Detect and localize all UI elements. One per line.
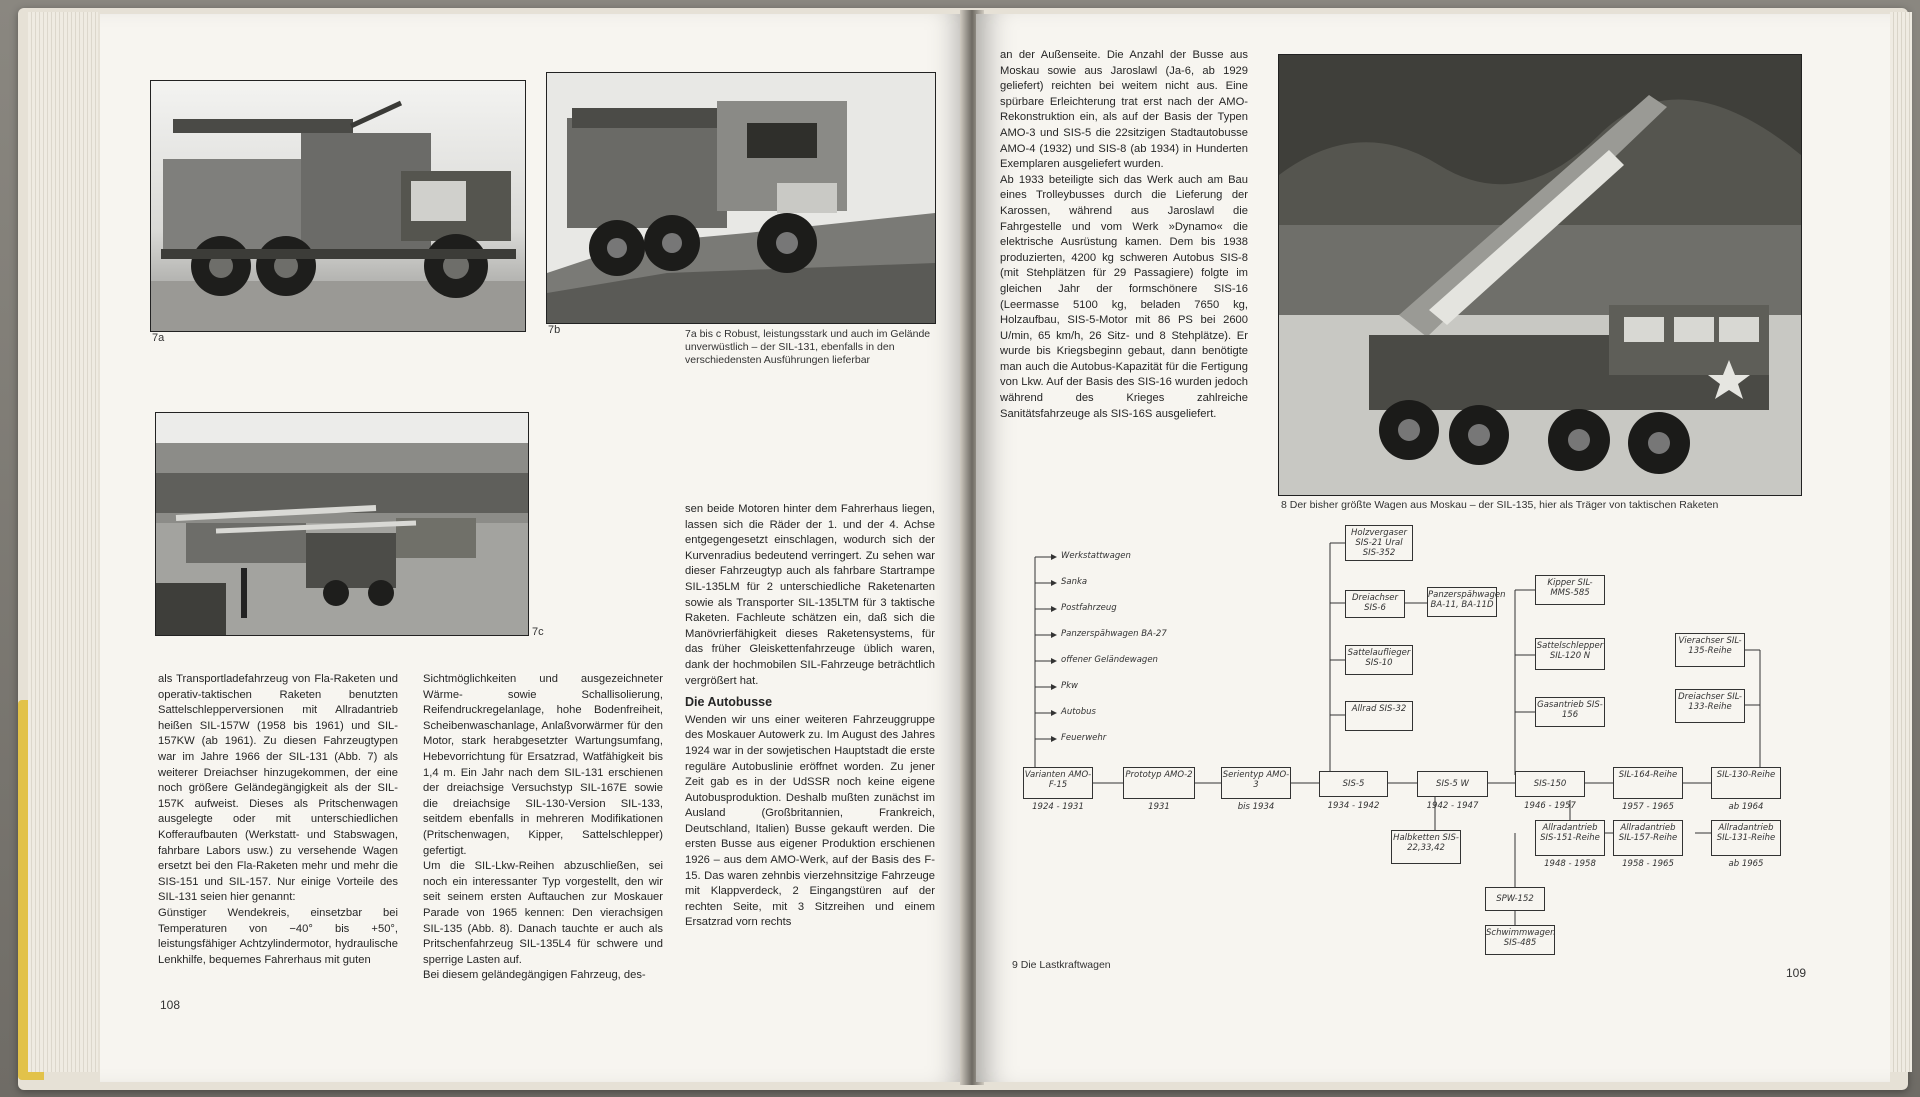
paragraph: Sichtmöglichkeiten und ausgezeichneter Wärme- sowie Schallisolierung, Reifendruckregelanlage, hohe Bodenfreiheit, Scheibenwaschanlage, Anlaßvorwärmer für den Motor, stark herabgesetzter Wartungsumfang, Hebevorrichtung für Ersatzrad, Watfähigkeit bis 1,4 m. Ein Jahr nach dem SIL-131 erschienen der dreiachsige Versuchstyp SIL-167E sowie die dreiachsige SIL-130-Version SIL-133, seitdem ebenfalls in mehreren Modifikationen (Pritschenwagen, Kipper, Sattelschlepper) gefertigt. bbox=[423, 673, 663, 857]
box-kipper: Kipper SIL-MMS-585 bbox=[1535, 575, 1605, 605]
left-page bbox=[100, 14, 968, 1082]
paragraph: Bei diesem geländegängigen Fahrzeug, des- bbox=[423, 969, 646, 982]
box-sil-164: SIL-164-Reihe bbox=[1613, 767, 1683, 799]
box-sil-130: SIL-130-Reihe bbox=[1711, 767, 1781, 799]
box-vierachser-sil135: Vierachser SIL-135-Reihe bbox=[1675, 633, 1745, 667]
caption-7: 7a bis c Robust, leistungsstark und auch im Gelände unverwüstlich – der SIL-131, ebenfalls in den verschiedensten Ausführungen lieferbar bbox=[685, 328, 931, 366]
paragraph: Ab 1933 beteiligte sich das Werk auch am Bau eines Trolleybusses durch die Lieferung der Karossen, während aus Jaroslawl die Fahrgestelle und vom Werk »Dynamo« die elektrische Ausrüstung kamen. Dem bis 1938 produzierten, 4200 kg schweren Autobus SIS-8 (mit Stehplätzen für 29 Passagiere) folgte im gleichen Jahr der formschönere SIS-16 (Leermasse 5100 kg, beladen 7650 kg, Holzaufbau, SIS-5-Motor mit 86 PS bei 2600 U/min, 65 km/h, 26 Sitz- und 8 Stehplätze). Er wurde bis Kriegsbeginn gebaut, dann benötigte man auch die Autobus-Kapazität für die Fertigung von Lkw. Auf der Basis des SIS-16 wurden jedoch während des Krieges zahlreiche Sanitätsfahrzeuge als SIS-16S ausgeliefert. bbox=[1000, 173, 1248, 420]
year-amo-f15: 1924 - 1931 bbox=[1032, 802, 1084, 812]
photo-7c-parade bbox=[155, 412, 529, 636]
list-autobus: Autobus bbox=[1061, 707, 1096, 717]
page-edges-right bbox=[1890, 12, 1912, 1072]
year-allrad-sis151: 1948 - 1958 bbox=[1544, 859, 1596, 869]
caption-8: 8 Der bisher größte Wagen aus Moskau – der SIL-135, hier als Träger von taktischen Raketen bbox=[1281, 499, 1719, 511]
box-dreiachser-sil133: Dreiachser SIL-133-Reihe bbox=[1675, 689, 1745, 723]
right-column bbox=[1000, 48, 1248, 422]
page-number-right: 109 bbox=[1786, 966, 1807, 980]
box-holzvergaser: Holzvergaser SIS-21 Ural SIS-352 bbox=[1345, 525, 1413, 561]
year-sis-5w: 1942 - 1947 bbox=[1426, 801, 1479, 811]
left-column-3 bbox=[685, 502, 935, 931]
box-sattelschlepper: Sattelschlepper SIL-120 N bbox=[1535, 638, 1605, 670]
photo-label-7b: 7b bbox=[548, 324, 561, 336]
list-postfahrzeug: Postfahrzeug bbox=[1061, 603, 1117, 613]
box-gasantrieb: Gasantrieb SIS-156 bbox=[1535, 697, 1605, 727]
paragraph: sen beide Motoren hinter dem Fahrerhaus liegen, lassen sich die Räder der 1. und der 4. Achse entgegengesetzt einschlagen, wodurch sich der Kurvenradius bedeutend verringert. Zu sehen war dieser Fahrzeugtyp auch als fahrbare Startrampe SIL-135LM für 2 unterschiedliche Raketenarten sowie als Transporter SIL-135LTM für 3 taktische Raketen. Fachleute schätzen ein, daß sich die Manövrierfähigkeit dieses Raketensystems, für das früher Gleiskettenfahrzeuge üblich waren, dank der hochmobilen SIL-Fahrzeuge beträchtlich vergrößert hat. bbox=[685, 503, 935, 687]
diagram-connectors bbox=[1015, 515, 1815, 965]
paragraph: als Transportladefahrzeug von Fla-Raketen und operativ-taktischen Raketen benutzten Sattelschlepperversionen mit Allradantrieb heißen SIL-157W (1958 bis 1961) und SIL-157KW (ab 1961). Zu diesen Fahrzeugtypen war im Jahre 1966 der SIL-131 (Abb. 7) als weiterer Dreiachser hinzugekommen, der eine noch größere Geländegängigkeit als der SIL-157K aufweist. Dieses als Pritschenwagen ausgelegte oder mit unterschiedlichen Kofferaufbauten (Werkstatt- und Stabswagen, fahrbare Labors usw.) zu versehende Wagen ersetzt bei den Fla-Raketen mehr und mehr die SIS-151 und SIL-157. Nur einige Vorteile des SIL-131 seien hier genannt: bbox=[158, 673, 398, 904]
paragraph: Günstiger Wendekreis, einsetzbar bei Temperaturen von −40° bis +50°, leistungsfähiger Achtzylindermotor, hydraulische Lenkhilfe, bequemes Fahrerhaus mit guten bbox=[158, 906, 398, 966]
year-sis-150: 1946 - 1957 bbox=[1524, 801, 1576, 811]
photo-7a-fire-truck bbox=[150, 80, 526, 332]
left-column-1 bbox=[158, 672, 398, 968]
box-spw-152: SPW-152 bbox=[1485, 887, 1545, 911]
box-allrad-sil131: Allradantrieb SIL-131-Reihe bbox=[1711, 820, 1781, 856]
lkw-family-tree-diagram bbox=[1015, 515, 1815, 965]
box-allrad-sis32: Allrad SIS-32 bbox=[1345, 701, 1413, 731]
box-allrad-sis151: Allradantrieb SIS-151-Reihe bbox=[1535, 820, 1605, 856]
left-column-2 bbox=[423, 672, 663, 984]
year-sis-5: 1934 - 1942 bbox=[1327, 801, 1380, 811]
page-number-left: 108 bbox=[160, 998, 181, 1012]
box-amo-2: Prototyp AMO-2 bbox=[1123, 767, 1195, 799]
list-pkw: Pkw bbox=[1061, 681, 1078, 691]
box-schwimmwagen: Schwimmwagen SIS-485 bbox=[1485, 925, 1555, 955]
year-allrad-sil157: 1958 - 1965 bbox=[1622, 859, 1674, 869]
photo-label-7a: 7a bbox=[152, 332, 165, 344]
box-dreiachser-sis6: Dreiachser SIS-6 bbox=[1345, 590, 1405, 618]
page-edges-left bbox=[28, 12, 98, 1072]
paragraph: Um die SIL-Lkw-Reihen abzuschließen, sei noch ein interessanter Typ vorgestellt, den wir seit seinem ersten Auftauchen zur Moskauer Parade von 1965 kennen: Den vierachsigen SIL-135 (Abb. 8). Danach tauchte er auch als Pritschenfahrzeug SIL-135L4 für schwere und sperrige Lasten auf. bbox=[423, 860, 663, 966]
box-sattelauflieger: Sattelauflieger SIS-10 bbox=[1345, 645, 1413, 675]
year-sil-130: ab 1964 bbox=[1728, 802, 1764, 812]
box-amo-3: Serientyp AMO-3 bbox=[1221, 767, 1291, 799]
year-amo-3: bis 1934 bbox=[1237, 802, 1275, 812]
list-werkstattwagen: Werkstattwagen bbox=[1061, 551, 1131, 561]
year-allrad-sil131: ab 1965 bbox=[1728, 859, 1764, 869]
box-sis-5w: SIS-5 W bbox=[1417, 771, 1488, 797]
list-sanka: Sanka bbox=[1061, 577, 1088, 587]
list-feuerwehr: Feuerwehr bbox=[1061, 733, 1107, 743]
photo-label-7c: 7c bbox=[532, 626, 544, 638]
box-halbketten: Halbketten SIS-22,33,42 bbox=[1391, 830, 1461, 864]
box-sis-5: SIS-5 bbox=[1319, 771, 1388, 797]
year-amo-2: 1931 bbox=[1148, 802, 1170, 812]
box-sis-150: SIS-150 bbox=[1515, 771, 1585, 797]
photo-8-sil-135-rocket-launcher bbox=[1278, 54, 1802, 496]
year-sil-164: 1957 - 1965 bbox=[1622, 802, 1674, 812]
paragraph: an der Außenseite. Die Anzahl der Busse aus Moskau sowie aus Jaroslawl (Ja-6, ab 1929 geliefert) reichten bei weitem nicht aus. Eine spürbare Erleichterung trat erst nach der AMO-Rekonstruktion ein, als auf der Basis der Typen AMO-3 und SIS-5 die 22sitzigen Stadtautobusse AMO-4 (1932) und SIS-8 (ab 1934) in Hunderten Exemplaren ausgeliefert wurden. bbox=[1000, 49, 1248, 171]
photo-7b-truck-offroad bbox=[546, 72, 936, 324]
box-allrad-sil157: Allradantrieb SIL-157-Reihe bbox=[1613, 820, 1683, 856]
section-heading: Die Autobusse bbox=[685, 695, 773, 710]
caption-9: 9 Die Lastkraftwagen bbox=[1012, 959, 1111, 971]
box-panzerspaehwagen: Panzerspähwagen BA-11, BA-11D bbox=[1427, 587, 1497, 617]
list-gelaendewagen: offener Geländewagen bbox=[1061, 655, 1158, 665]
box-amo-f15: Varianten AMO-F-15 bbox=[1023, 767, 1093, 799]
list-panzerspaehwagen: Panzerspähwagen BA-27 bbox=[1061, 629, 1167, 639]
paragraph: Wenden wir uns einer weiteren Fahrzeuggruppe des Moskauer Autowerk zu. Im August des Jahres 1924 war in der sowjetischen Hauptstadt die erste reguläre Autobuslinie eröffnet worden. Zu jener Zeit gab es in der UdSSR noch keine eigene Autobusproduktion. Deshalb mußten zunächst im Ausland (Großbritannien, Frankreich, Deutschland, Italien) Busse gekauft werden. Die ersten Busse aus eigener Produktion erschienen 1926 – aus dem AMO-Werk, auf der Basis des F-15. Das waren zehnbis vierzehnsitzige Fahrzeuge mit Klappverdeck, 2 Eingangstüren auf der rechten Seite, mit 3 Sitzreihen und einem Ersatzrad vorn rechts bbox=[685, 713, 935, 929]
